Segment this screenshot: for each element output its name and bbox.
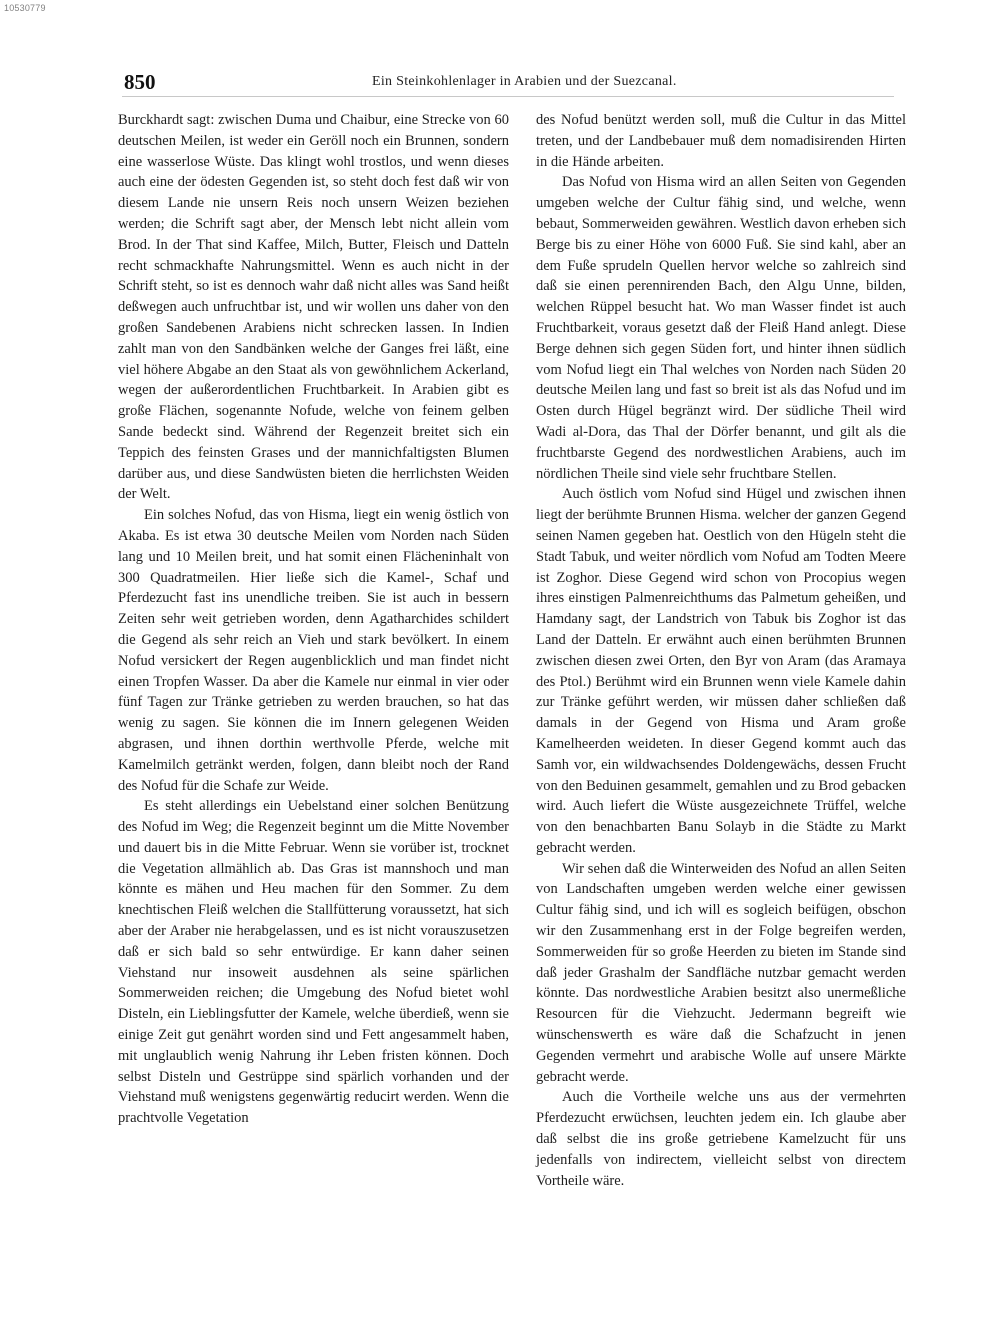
paragraph: Burckhardt sagt: zwischen Duma und Chaibur, eine Strecke von 60 deutschen Meilen, ist weder ein Geröll noch ein Brunnen, sondern eine wasserlose Wüste. Das klingt wohl trostlos, und wenn dieses auch eine der ödesten Gegenden ist, so steht doch fest daß wir von diesem Lande nie unsern Reis noch unsern Weizen beziehen werden; die Schrift sagt aber, der Mensch lebt nicht allein vom Brod. In der That sind Kaffee, Milch, Butter, Fleisch und Datteln recht schmackhafte Nahrungsmittel. Wenn es auch nicht in der Schrift steht, so ist es dennoch wahr daß nicht alles was Sand heißt deßwegen auch unfruchtbar ist, und wir wollen uns daher von den großen Sandebenen Arabiens nicht schrecken lassen. In Indien zahlt man von den Sandbänken welche der Ganges frei läßt, eine viel höhere Abgabe an den Staat als von gewöhnlichem Ackerland, wegen der außerordentlichen Fruchtbarkeit. In Arabien gibt es große Flächen, sogenannte Nofude, welche von feinem gelben Sande bedeckt sind. Während der Regenzeit breitet sich ein Teppich des feinsten Grases und der mannichfaltigsten Blumen darüber aus, und diese Sandwüsten bieten die herrlichsten Weiden der Welt. — [118, 112, 509, 503]
paragraph: Es steht allerdings ein Uebelstand einer solchen Benützung des Nofud im Weg; die Regenzeit beginnt um die Mitte November und dauert bis in die Mitte Februar. Wenn sie vorüber ist, trocknet die Vegetation allmählich ab. Das Gras ist mannshoch und man könnte es mähen und Heu machen für den Sommer. Zu dem knechtischen Fleiß welchen die Stallfütterung voraussetzt, hat sich aber der Araber nie herabgelassen, und es ist nicht vorauszusetzen daß er sich bald so sehr entwürdige. Er kann daher seinen Viehstand nur insoweit ausdehnen als seine spärlichen Sommerweiden reichen; die Umgebung des Nofud bietet wohl Disteln, ein Lieblingsfutter der Kamele, welche überdieß, wenn sie einige Zeit gut genährt worden sind und Fett angesammelt haben, mit unglaublich wenig Nahrung ihr Leben fristen können. Doch selbst Disteln und Gestrüppe sind spärlich vorhanden und der Viehstand muß wenigstens gegenwärtig reducirt werden. Wenn die prachtvolle Vegetation — [118, 798, 509, 1127]
paragraph: des Nofud benützt werden soll, muß die Cultur in das Mittel treten, und der Landbebauer muß dem nomadisirenden Hirten in die Hände arbeiten. — [536, 112, 906, 170]
paragraph: Auch die Vortheile welche uns aus der vermehrten Pferdezucht erwüchsen, leuchten jedem ein. Ich glaube aber daß selbst die ins große getriebene Kamelzucht für uns jedenfalls von indirectem, vielleicht selbst von directem Vortheile wäre. — [536, 1089, 906, 1189]
header-rule — [122, 96, 894, 97]
scan-id-label: 10530779 — [4, 3, 46, 13]
paragraph: Wir sehen daß die Winterweiden des Nofud an allen Seiten von Landschaften umgeben werden welche einer gewissen Cultur fähig sind, und ich will es sogleich beifügen, obschon wir den Zusammenhang erst in der Folge begreifen werden, Sommerweiden für so große Heerden zu bieten im Stande sind daß jeder Grashalm der Sandfläche nutzbar gemacht werden könnte. Das nordwestliche Arabien besitzt also unermeßliche Resourcen für die Viehzucht. Jedermann begreift wie wünschenswerth es wäre daß die Schafzucht in jenen Gegenden vermehrt und arabische Wolle auf unsere Märkte gebracht werde. — [536, 860, 906, 1085]
paragraph: Ein solches Nofud, das von Hisma, liegt ein wenig östlich von Akaba. Es ist etwa 30 deutsche Meilen vom Norden nach Süden lang und 10 Meilen breit, und hat somit einen Flächeninhalt von 300 Quadratmeilen. Hier ließe sich die Kamel-, Schaf und Pferdezucht fast ins unendliche treiben. Sie ist auch in bessern Zeiten sehr weit getrieben worden, denn Agatharchides schildert die Gegend als sehr reich an Vieh und stark bevölkert. In einem Nofud versickert der Regen augenblicklich und man findet nicht einen Tropfen Wasser. Da aber die Kamele nur einmal in vier oder fünf Tagen zur Tränke getrieben zu werden brauchen, so hat das wenig zu sagen. Sie können die im Innern gelegenen Weiden abgrasen, und ihnen dorthin werthvolle Pferde, welche mit Kamelmilch getränkt werden, folgen, dann bleibt noch der Rand des Nofud für die Schafe zur Weide. — [118, 507, 509, 794]
paragraph: Das Nofud von Hisma wird an allen Seiten von Gegenden umgeben welche der Cultur fähig sind, und welche, wenn bebaut, Sommerweiden gewähren. Westlich davon erheben sich Berge bis zu einer Höhe von 6000 Fuß. Sie sind kahl, aber an dem Fuße sprudeln Quellen hervor welche so zahlreich sind daß sie einen perennirenden Bach, den Algu Unne, bilden, welchen Rüppel besucht hat. Wo man Wasser findet ist auch Fruchtbarkeit, voraus gesetzt daß der Fleiß Hand anlegt. Diese Berge dehnen sich gegen Süden fort, und hinter ihnen südlich vom Nofud liegt ein Thal welches von Norden nach Süden 20 deutsche Meilen lang und fast so breit ist als das Nofud und im Osten durch Hügel begränzt wird. Der südliche Theil wird Wadi al-Dora, das Thal der Dörfer benannt, und gilt als die fruchtbarste Gegend des nordwestlichen Arabiens, auch im nördlichen Theile sind viele sehr fruchtbare Stellen. — [536, 174, 906, 482]
running-title: Ein Steinkohlenlager in Arabien und der Suezcanal. — [372, 74, 677, 89]
left-column — [118, 110, 509, 1129]
page-number: 850 — [124, 70, 156, 94]
right-column — [536, 110, 906, 1191]
paragraph: Auch östlich vom Nofud sind Hügel und zwischen ihnen liegt der berühmte Brunnen Hisma. welcher der ganzen Gegend seinen Namen gegeben hat. Oestlich von den Hügeln steht die Stadt Tabuk, und weiter nördlich vom Nofud am Todten Meere ist Zoghor. Diese Gegend wird schon von Procopius wegen ihres einstigen Palmenreichthums das Palmetum geheißen, und Hamdany sagt, der Landstrich von Tabuk bis Zoghor ist das Land der Datteln. Er erwähnt auch einen berühmten Brunnen zwischen diesen zwei Orten, den Byr von Aram (das Aramaya des Ptol.) Berühmt wird ein Brunnen wenn viele Kamele dahin zur Tränke geführt werden, wir müssen daher schließen daß damals in der Gegend von Hisma und Aram große Kamelheerden weideten. In dieser Gegend kommt auch das Samh vor, ein wildwachsendes Doldengewächs, dessen Frucht von den Beduinen gesammelt, gemahlen und zu Brod gebacken wird. Auch liefert die Wüste ausgezeichnete Trüffel, welche von den benachbarten Banu Solayb in die Städte zu Markt gebracht werden. — [536, 486, 907, 856]
